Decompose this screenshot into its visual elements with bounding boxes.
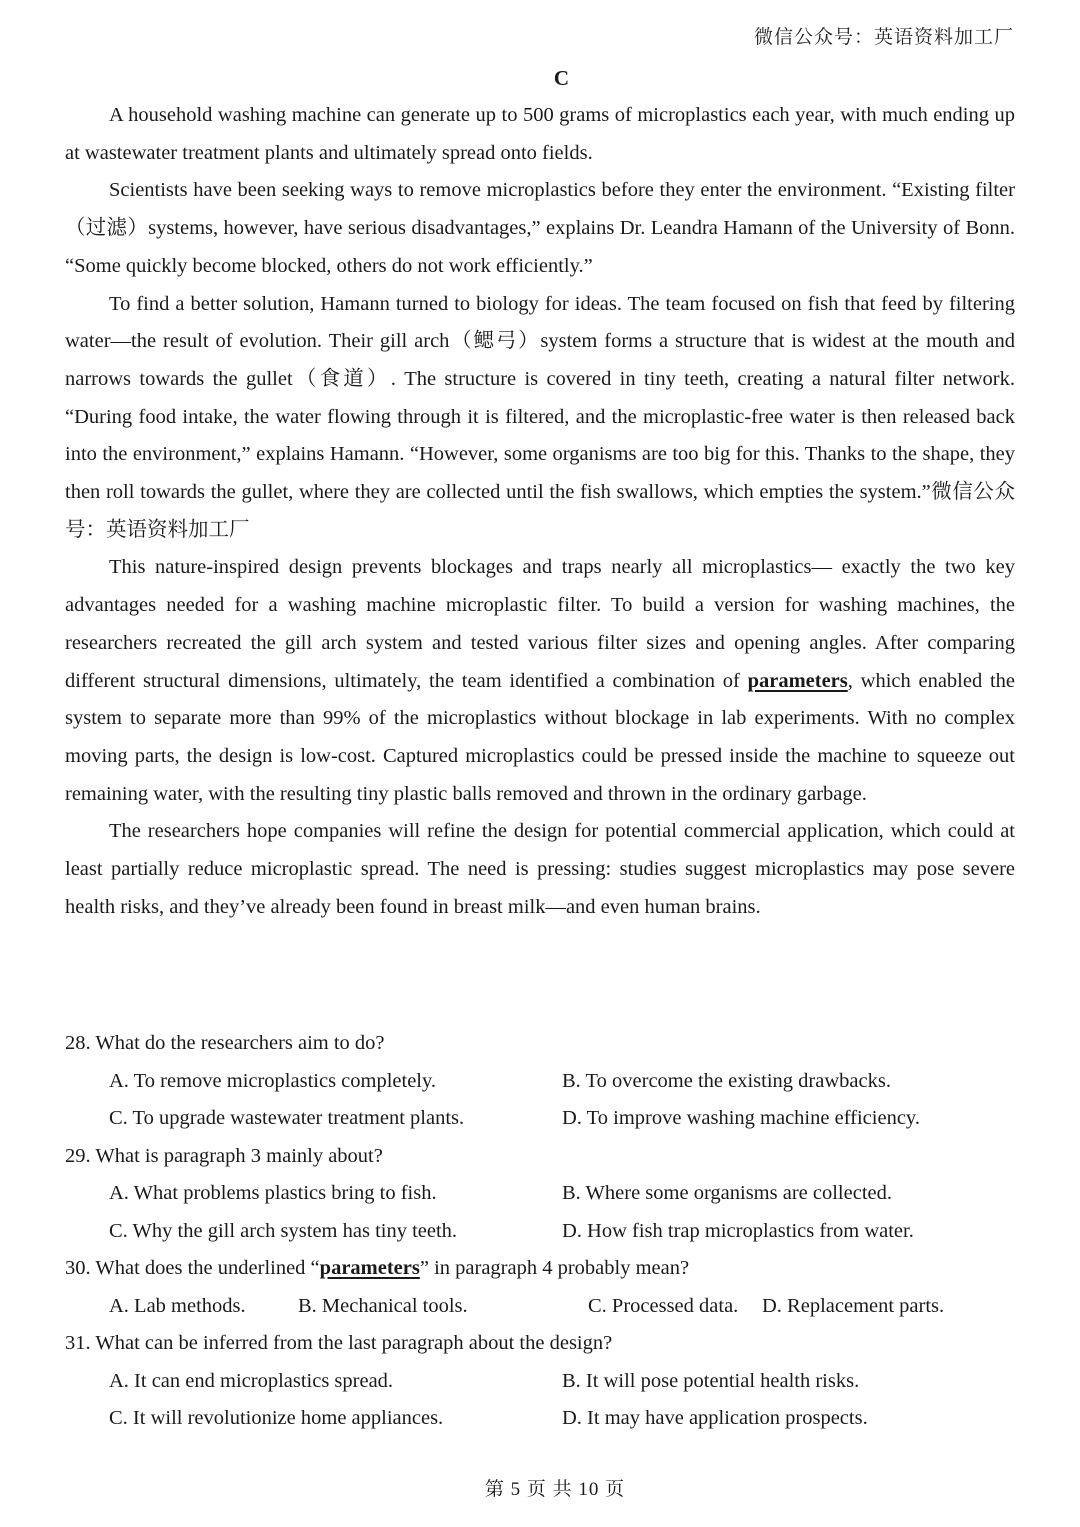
option-a[interactable]: A. What problems plastics bring to fish.	[109, 1182, 437, 1204]
option-row	[65, 1175, 1015, 1213]
option-row	[65, 1213, 1015, 1251]
question-28	[65, 1025, 1015, 1138]
option-c[interactable]: C. It will revolutionize home appliances.	[109, 1407, 444, 1429]
reading-passage	[65, 97, 1015, 926]
question-list	[65, 1025, 1015, 1438]
paragraph-4-part-2: , which enabled the system to separate more than 99% of the microplastics without blockage in lab experiments. With no complex moving parts, the design is low-cost. Captured microplastics could be pressed inside the machine to squeeze out remaining water, with the resulting tiny plastic balls removed and thrown in the ordinary garbage.	[65, 669, 1016, 805]
option-a[interactable]: A. Lab methods.	[109, 1294, 246, 1317]
question-stem: 29. What is paragraph 3 mainly about?	[65, 1144, 383, 1167]
option-b[interactable]: B. To overcome the existing drawbacks.	[562, 1069, 891, 1092]
option-row	[65, 1063, 1015, 1101]
paragraph-4	[65, 549, 1015, 813]
option-b[interactable]: B. Mechanical tools.	[298, 1294, 468, 1317]
paragraph-1: A household washing machine can generate up to 500 grams of microplastics each year, with much ending up at wastewater treatment plants and ultimately spread onto fields.	[65, 104, 1015, 164]
question-stem: 28. What do the researchers aim to do?	[65, 1032, 385, 1054]
paragraph-5: The researchers hope companies will refine the design for potential commercial application, which could at least partially reduce microplastic spread. The need is pressing: studies suggest microplastics may pose severe health risks, and they’ve already been found in breast milk—and even human brains.	[65, 820, 1015, 918]
option-d[interactable]: D. Replacement parts.	[762, 1294, 945, 1317]
question-stem: 31. What can be inferred from the last paragraph about the design?	[65, 1332, 613, 1354]
option-b[interactable]: B. Where some organisms are collected.	[562, 1182, 892, 1204]
option-d[interactable]: D. How fish trap microplastics from water.	[562, 1219, 914, 1242]
option-a[interactable]: A. It can end microplastics spread.	[109, 1369, 394, 1392]
question-30	[65, 1250, 1015, 1325]
option-c[interactable]: C. To upgrade wastewater treatment plants.	[109, 1107, 465, 1129]
question-stem-part-2: ” in paragraph 4 probably mean?	[419, 1257, 690, 1279]
paragraph-3: To find a better solution, Hamann turned to biology for ideas. The team focused on fish that feed by filtering water—the result of evolution. Their gill arch（鳃弓）system forms a structure that is widest at the mouth and narrows towards the gullet（食道）. The structure is covered in tiny teeth, creating a natural filter network. “During food intake, the water flowing through it is filtered, and the microplastic-free water is then released back into the environment,” explains Hamann. “However, some organisms are too big for this. Thanks to the shape, they then roll towards the gullet, where they are collected until the fish swallows, which empties the system.”微信公众号：英语资料加工厂	[65, 292, 1015, 541]
question-stem-part-1: 30. What does the underlined “	[65, 1257, 320, 1279]
section-title: C	[553, 66, 570, 90]
question-29	[65, 1138, 1015, 1251]
option-b[interactable]: B. It will pose potential health risks.	[562, 1369, 860, 1392]
page-number: 第 5 页 共 10 页	[484, 1479, 626, 1500]
option-row	[65, 1288, 1015, 1326]
option-c[interactable]: C. Why the gill arch system has tiny teeth.	[109, 1219, 458, 1242]
option-c[interactable]: C. Processed data.	[588, 1294, 739, 1317]
option-d[interactable]: D. It may have application prospects.	[562, 1407, 868, 1429]
option-a[interactable]: A. To remove microplastics completely.	[109, 1069, 437, 1092]
option-row	[65, 1400, 1015, 1438]
question-31	[65, 1325, 1015, 1438]
question-stem	[65, 1250, 1015, 1288]
underlined-word: parameters	[319, 1257, 420, 1279]
option-d[interactable]: D. To improve washing machine efficiency.	[562, 1107, 920, 1129]
option-row	[65, 1363, 1015, 1401]
paragraph-2: Scientists have been seeking ways to remove microplastics before they enter the environment. “Existing filter（过滤）systems, however, have serious disadvantages,” explains Dr. Leandra Hamann of the University of Bonn. “Some quickly become blocked, others do not work efficiently.”	[65, 179, 1015, 277]
underlined-word: parameters	[747, 669, 848, 692]
paragraph-4-part-1: This nature-inspired design prevents blockages and traps nearly all microplastics— exactly the two key advantages needed for a washing machine microplastic filter. To build a version for washing machines, the researchers recreated the gill arch system and tested various filter sizes and opening angles. After comparing different structural dimensions, ultimately, the team identified a combination of	[65, 556, 1015, 692]
page-header-watermark: 微信公众号：英语资料加工厂	[753, 27, 1014, 48]
option-row	[65, 1100, 1015, 1138]
